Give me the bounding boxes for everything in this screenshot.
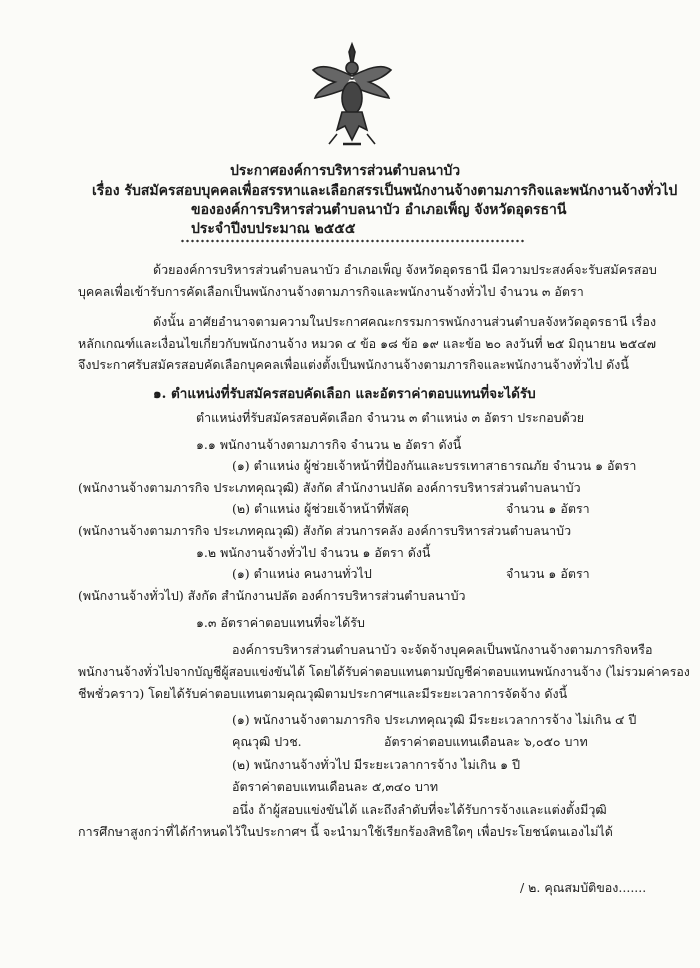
monthly-pay: อัตราค่าตอบแทนเดือนละ ๖,๐๕๐ บาท [384, 734, 588, 749]
position-affiliation: (พนักงานจ้างตามภารกิจ ประเภทคุณวุฒิ) สังกัด สำนักงานปลัด องค์การบริหารส่วนตำบลนาบัว [78, 480, 581, 495]
garuda-emblem-icon [309, 40, 395, 150]
announcement-org: ประกาศองค์การบริหารส่วนตำบลนาบัว [230, 163, 461, 179]
compensation-item: (๒) พนักงานจ้างทั่วไป มีระยะเวลาการจ้าง ไม่เกิน ๑ ปี [232, 757, 521, 772]
note-paragraph: อนึ่ง ถ้าผู้สอบแข่งขันได้ และถึงลำดับที่จะได้รับการจ้างและแต่งตั้งมีวุฒิ [232, 802, 607, 817]
subsection-1-1: ๑.๑ พนักงานจ้างตามภารกิจ จำนวน ๒ อัตรา ดังนี้ [196, 437, 462, 452]
position-item: (๒) ตำแหน่ง ผู้ช่วยเจ้าหน้าที่พัสดุ [232, 501, 409, 516]
compensation-paragraph-cont: ชีพชั่วคราว) โดยได้รับค่าตอบแทนตามคุณวุฒิตามประกาศฯและมีระยะเวลาการจัดจ้าง ดังนี้ [78, 686, 568, 701]
announcement-org-line: ขององค์การบริหารส่วนตำบลนาบัว อำเภอเพ็ญ จังหวัดอุดรธานี [191, 202, 567, 218]
position-quantity: จำนวน ๑ อัตรา [506, 566, 590, 581]
position-quantity: จำนวน ๑ อัตรา [506, 501, 590, 516]
position-affiliation: (พนักงานจ้างตามภารกิจ ประเภทคุณวุฒิ) สังกัด ส่วนการคลัง องค์การบริหารส่วนตำบลนาบัว [78, 523, 572, 538]
intro-paragraph-2-cont: จึงประกาศรับสมัครสอบคัดเลือกบุคคลเพื่อแต่งตั้งเป็นพนักงานจ้างตามภารกิจและพนักงานจ้างทั่วไป ดังนี้ [78, 357, 629, 372]
intro-paragraph-1-cont: บุคคลเพื่อเข้ารับการคัดเลือกเป็นพนักงานจ้างตามภารกิจและพนักงานจ้างทั่วไป จำนวน ๓ อัตรา [78, 284, 584, 299]
monthly-pay: อัตราค่าตอบแทนเดือนละ ๕,๓๔๐ บาท [232, 779, 439, 794]
page-continuation: / ๒. คุณสมบัติของ....... [520, 880, 647, 895]
subsection-1-3: ๑.๓ อัตราค่าตอบแทนที่จะได้รับ [196, 615, 365, 630]
announcement-subject: เรื่อง รับสมัครสอบบุคคลเพื่อสรรหาและเลือกสรรเป็นพนักงานจ้างตามภารกิจและพนักงานจ้างทั่วไป [92, 183, 678, 199]
note-paragraph-cont: การศึกษาสูงกว่าที่ได้กำหนดไว้ในประกาศฯ นี้ จะนำมาใช้เรียกร้องสิทธิใดๆ เพื่อประโยชน์ตนเองไม่ได้ [78, 824, 613, 839]
dotted-divider [180, 238, 525, 244]
compensation-paragraph-cont: พนักงานจ้างทั่วไปจากบัญชีผู้สอบแข่งขันได้ โดยได้รับค่าตอบแทนตามบัญชีค่าตอบแทนพนักงานจ้าง (ไม่รวมค่าครอง [78, 664, 690, 679]
intro-paragraph-2: ดังนั้น อาศัยอำนาจตามความในประกาศคณะกรรมการพนักงานส่วนตำบลจังหวัดอุดรธานี เรื่อง [153, 314, 657, 329]
position-item: (๑) ตำแหน่ง คนงานทั่วไป [232, 566, 372, 581]
announcement-fiscal-year: ประจำปีงบประมาณ ๒๕๕๕ [191, 221, 356, 237]
compensation-paragraph: องค์การบริหารส่วนตำบลนาบัว จะจัดจ้างบุคคลเป็นพนักงานจ้างตามภารกิจหรือ [232, 642, 653, 657]
positions-summary: ตำแหน่งที่รับสมัครสอบคัดเลือก จำนวน ๓ ตำแหน่ง ๓ อัตรา ประกอบด้วย [196, 410, 585, 425]
qualification-label: คุณวุฒิ ปวช. [232, 734, 302, 749]
section-1-heading: ๑. ตำแหน่งที่รับสมัครสอบคัดเลือก และอัตราค่าตอบแทนที่จะได้รับ [153, 386, 536, 402]
position-affiliation: (พนักงานจ้างทั่วไป) สังกัด สำนักงานปลัด องค์การบริหารส่วนตำบลนาบัว [78, 588, 466, 603]
compensation-item: (๑) พนักงานจ้างตามภารกิจ ประเภทคุณวุฒิ มีระยะเวลาการจ้าง ไม่เกิน ๔ ปี [232, 712, 637, 727]
position-item: (๑) ตำแหน่ง ผู้ช่วยเจ้าหน้าที่ป้องกันและบรรเทาสาธารณภัย จำนวน ๑ อัตรา [232, 458, 637, 473]
subsection-1-2: ๑.๒ พนักงานจ้างทั่วไป จำนวน ๑ อัตรา ดังนี้ [196, 545, 431, 560]
intro-paragraph-2-cont: หลักเกณฑ์และเงื่อนไขเกี่ยวกับพนักงานจ้าง หมวด ๔ ข้อ ๑๘ ข้อ ๑๙ และข้อ ๒๐ ลงวันที่ ๒๕ มิถุนายน ๒๕๔๗ [78, 336, 657, 351]
intro-paragraph-1: ด้วยองค์การบริหารส่วนตำบลนาบัว อำเภอเพ็ญ จังหวัดอุดรธานี มีความประสงค์จะรับสมัครสอบ [153, 262, 657, 277]
